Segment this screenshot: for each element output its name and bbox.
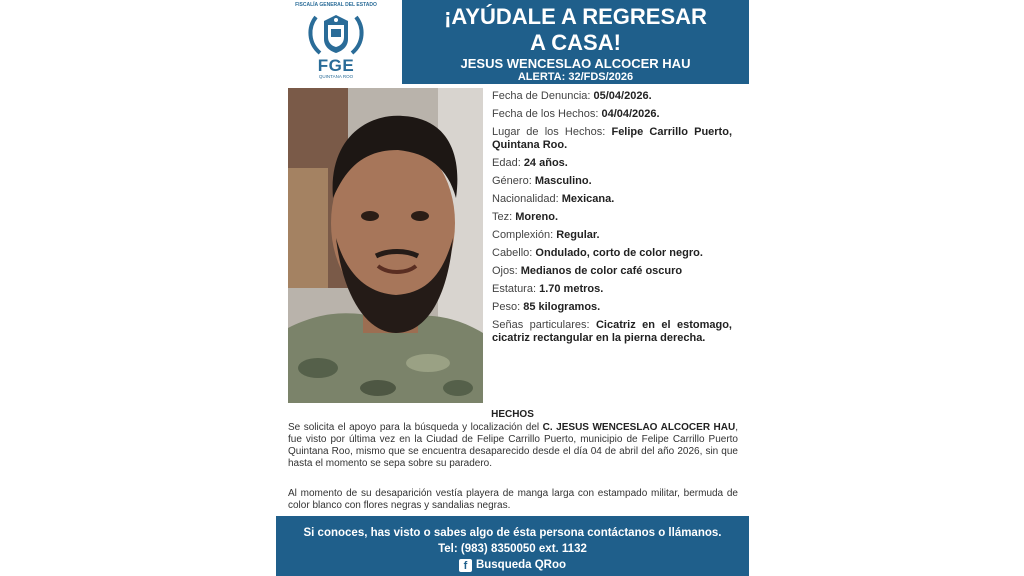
detail-row: Tez: Moreno. — [492, 211, 559, 223]
detail-row: Cabello: Ondulado, corto de color negro. — [492, 247, 703, 259]
facebook-label: Busqueda QRoo — [475, 559, 567, 571]
detail-row: Lugar de los Hechos: Felipe Carrillo Puerto, Quintana Roo. — [492, 126, 732, 151]
banner-title-line2: A CASA! — [530, 30, 621, 55]
logo-org-text: FISCALÍA GENERAL DEL ESTADO — [295, 2, 377, 8]
detail-row: Ojos: Medianos de color café oscuro — [492, 265, 683, 277]
alert-number: ALERTA: 32/FDS/2026 — [517, 71, 634, 83]
facebook-link[interactable] — [276, 558, 749, 572]
detail-row: Edad: 24 años. — [492, 157, 568, 169]
person-name: JESUS WENCESLAO ALCOCER HAU — [460, 56, 691, 71]
person-photo — [288, 88, 483, 403]
detail-row: Género: Masculino. — [492, 175, 592, 187]
missing-person-poster — [276, 0, 749, 576]
state-seal-icon — [306, 9, 366, 57]
detail-row: Peso: 85 kilogramos. — [492, 301, 601, 313]
logo-acronym: FGE — [317, 56, 355, 75]
banner-title-line1: ¡AYÚDALE A REGRESAR — [444, 4, 707, 29]
hechos-person-name: C. JESUS WENCESLAO ALCOCER HAU — [542, 422, 736, 433]
portrait-illustration — [288, 88, 483, 403]
detail-row: Fecha de los Hechos: 04/04/2026. — [492, 108, 660, 120]
contact-message: Si conoces, has visto o sabes algo de ésta persona contáctanos o llámanos. — [303, 527, 722, 539]
detail-row: Señas particulares: Cicatriz en el estomago, cicatriz rectangular en la pierna derecha. — [492, 319, 732, 344]
header-banner — [402, 0, 749, 84]
clothing-paragraph: Al momento de su desaparición vestía playera de manga larga con estampado militar, bermuda de color blanco con flores negras y sandalias negras. — [288, 488, 738, 511]
fge-logo — [290, 2, 382, 88]
detail-row: Nacionalidad: Mexicana. — [492, 193, 615, 205]
contact-footer — [276, 516, 749, 576]
person-details — [492, 90, 732, 350]
facebook-icon: f — [459, 559, 472, 572]
logo-state: QUINTANA ROO — [318, 74, 354, 79]
contact-phone[interactable]: Tel: (983) 8350050 ext. 1132 — [438, 543, 587, 555]
detail-row: Estatura: 1.70 metros. — [492, 283, 604, 295]
detail-row: Fecha de Denuncia: 05/04/2026. — [492, 90, 652, 102]
detail-row: Complexión: Regular. — [492, 229, 600, 241]
hechos-title: HECHOS — [491, 409, 534, 420]
hechos-paragraph: Se solicita el apoyo para la búsqueda y localización del C. JESUS WENCESLAO ALCOCER HAU, fue visto por última vez en la Ciudad de Felipe Carrillo Puerto, municipio de Felipe Carrillo Puerto Quintana Roo, mismo que se encuentra desaparecido desde el día 04 de abril del año 2026, sin que hasta el momento se sepa sobre su paradero. — [288, 422, 738, 469]
